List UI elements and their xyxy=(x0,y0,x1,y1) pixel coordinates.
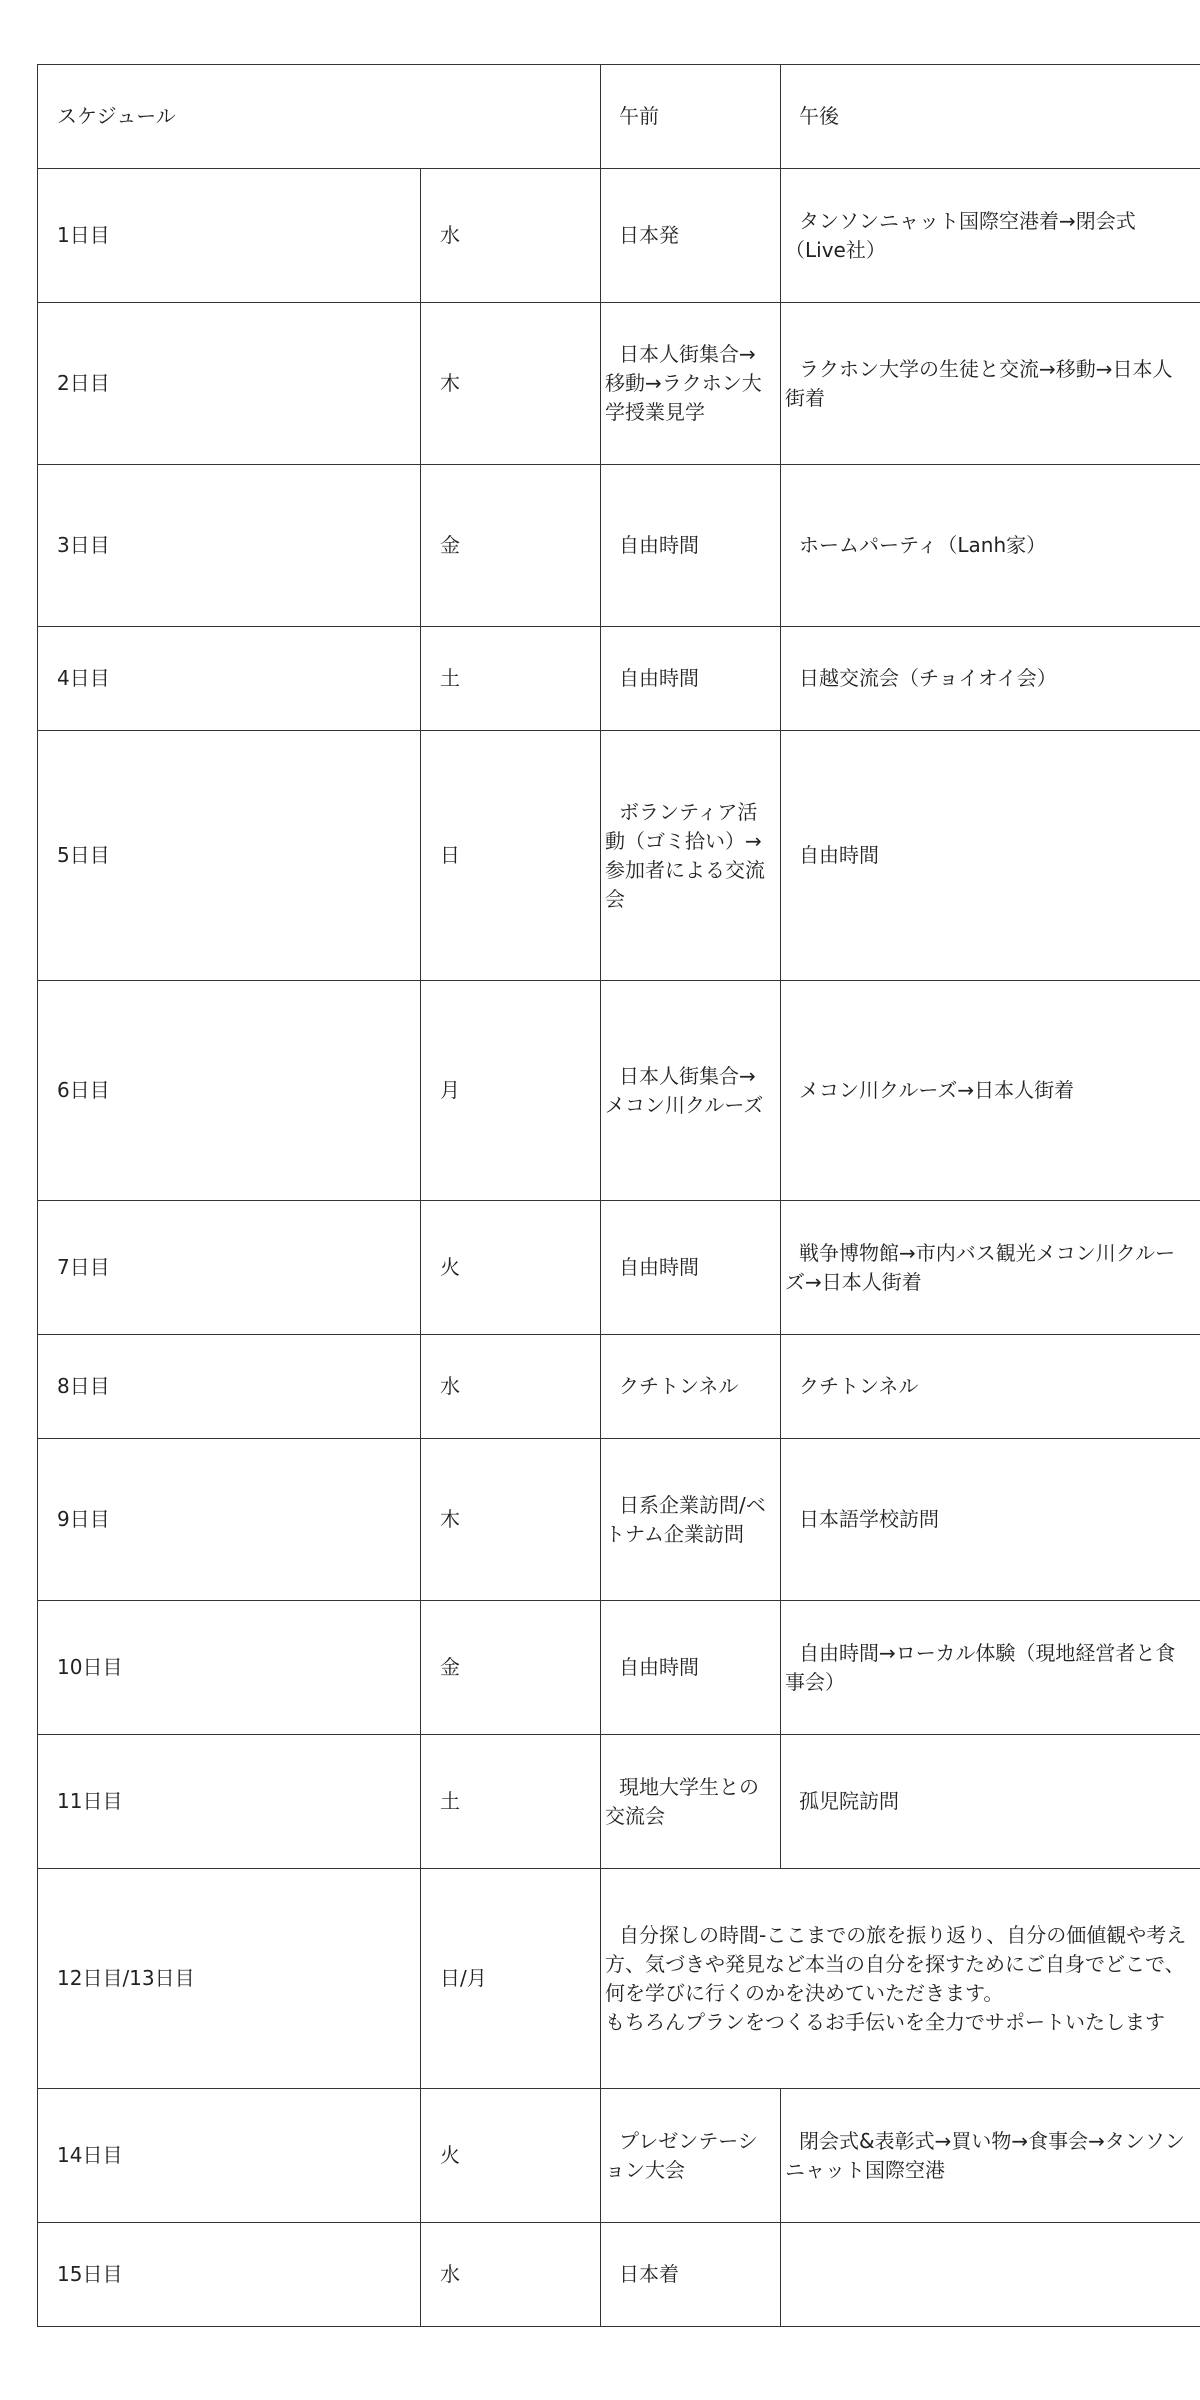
schedule-table xyxy=(37,64,1200,2327)
pm-cell: 日越交流会（チョイオイ会） xyxy=(781,627,1200,731)
weekday-cell: 金 xyxy=(421,1601,601,1735)
day-cell: 3日目 xyxy=(38,465,421,627)
day-cell: 8日目 xyxy=(38,1335,421,1439)
table-row xyxy=(38,731,1200,981)
weekday-cell: 土 xyxy=(421,627,601,731)
pm-cell: 日本語学校訪問 xyxy=(781,1439,1200,1601)
weekday-cell: 金 xyxy=(421,465,601,627)
table-row xyxy=(38,981,1200,1201)
weekday-cell: 水 xyxy=(421,2223,601,2327)
weekday-cell: 日 xyxy=(421,731,601,981)
weekday-cell: 水 xyxy=(421,1335,601,1439)
weekday-cell: 日/月 xyxy=(421,1869,601,2089)
pm-cell: 孤児院訪問 xyxy=(781,1735,1200,1869)
table-row xyxy=(38,303,1200,465)
pm-cell: タンソンニャット国際空港着→閉会式（Live社） xyxy=(781,169,1200,303)
am-cell: クチトンネル xyxy=(601,1335,781,1439)
table-row xyxy=(38,1735,1200,1869)
day-cell: 6日目 xyxy=(38,981,421,1201)
weekday-cell: 木 xyxy=(421,303,601,465)
pm-cell: 閉会式&表彰式→買い物→食事会→タンソンニャット国際空港 xyxy=(781,2089,1200,2223)
pm-cell: 戦争博物館→市内バス観光メコン川クルーズ→日本人街着 xyxy=(781,1201,1200,1335)
day-cell: 12日目/13日目 xyxy=(38,1869,421,2089)
am-cell: 現地大学生との交流会 xyxy=(601,1735,781,1869)
free-time-cell: 自分探しの時間-ここまでの旅を振り返り、自分の価値観や考え方、気づきや発見など本当の自分を探すためにご自身でどこで、何を学びに行くのかを決めていただきます。 もちろんプランをつくるお手伝いを全力でサポートいたします xyxy=(601,1869,1200,2089)
day-cell: 10日目 xyxy=(38,1601,421,1735)
am-cell: 日系企業訪問/ベトナム企業訪問 xyxy=(601,1439,781,1601)
pm-cell: 自由時間→ローカル体験（現地経営者と食事会） xyxy=(781,1601,1200,1735)
pm-cell xyxy=(781,2223,1200,2327)
am-cell: 日本発 xyxy=(601,169,781,303)
day-cell: 4日目 xyxy=(38,627,421,731)
pm-cell: クチトンネル xyxy=(781,1335,1200,1439)
weekday-cell: 土 xyxy=(421,1735,601,1869)
header-pm: 午後 xyxy=(781,65,1200,169)
table-row xyxy=(38,2223,1200,2327)
day-cell: 14日目 xyxy=(38,2089,421,2223)
am-cell: 自由時間 xyxy=(601,1201,781,1335)
day-cell: 15日目 xyxy=(38,2223,421,2327)
pm-cell: メコン川クルーズ→日本人街着 xyxy=(781,981,1200,1201)
day-cell: 2日目 xyxy=(38,303,421,465)
day-cell: 11日目 xyxy=(38,1735,421,1869)
pm-cell: ホームパーティ（Lanh家） xyxy=(781,465,1200,627)
am-cell: 自由時間 xyxy=(601,1601,781,1735)
day-cell: 7日目 xyxy=(38,1201,421,1335)
am-cell: 日本人街集合→移動→ラクホン大学授業見学 xyxy=(601,303,781,465)
weekday-cell: 木 xyxy=(421,1439,601,1601)
weekday-cell: 火 xyxy=(421,2089,601,2223)
table-row xyxy=(38,2089,1200,2223)
header-schedule: スケジュール xyxy=(38,65,601,169)
table-row xyxy=(38,1201,1200,1335)
am-cell: ボランティア活動（ゴミ拾い）→参加者による交流会 xyxy=(601,731,781,981)
table-header-row xyxy=(38,65,1200,169)
weekday-cell: 月 xyxy=(421,981,601,1201)
table-row xyxy=(38,627,1200,731)
weekday-cell: 火 xyxy=(421,1201,601,1335)
am-cell: プレゼンテーション大会 xyxy=(601,2089,781,2223)
table-row xyxy=(38,1439,1200,1601)
day-cell: 9日目 xyxy=(38,1439,421,1601)
table-row xyxy=(38,465,1200,627)
pm-cell: 自由時間 xyxy=(781,731,1200,981)
pm-cell: ラクホン大学の生徒と交流→移動→日本人街着 xyxy=(781,303,1200,465)
am-cell: 自由時間 xyxy=(601,627,781,731)
table-row xyxy=(38,1869,1200,2089)
day-cell: 1日目 xyxy=(38,169,421,303)
am-cell: 日本人街集合→メコン川クルーズ xyxy=(601,981,781,1201)
am-cell: 自由時間 xyxy=(601,465,781,627)
table-row xyxy=(38,1601,1200,1735)
day-cell: 5日目 xyxy=(38,731,421,981)
schedule-table-body xyxy=(38,65,1200,2327)
header-am: 午前 xyxy=(601,65,781,169)
table-row xyxy=(38,1335,1200,1439)
weekday-cell: 水 xyxy=(421,169,601,303)
am-cell: 日本着 xyxy=(601,2223,781,2327)
table-row xyxy=(38,169,1200,303)
